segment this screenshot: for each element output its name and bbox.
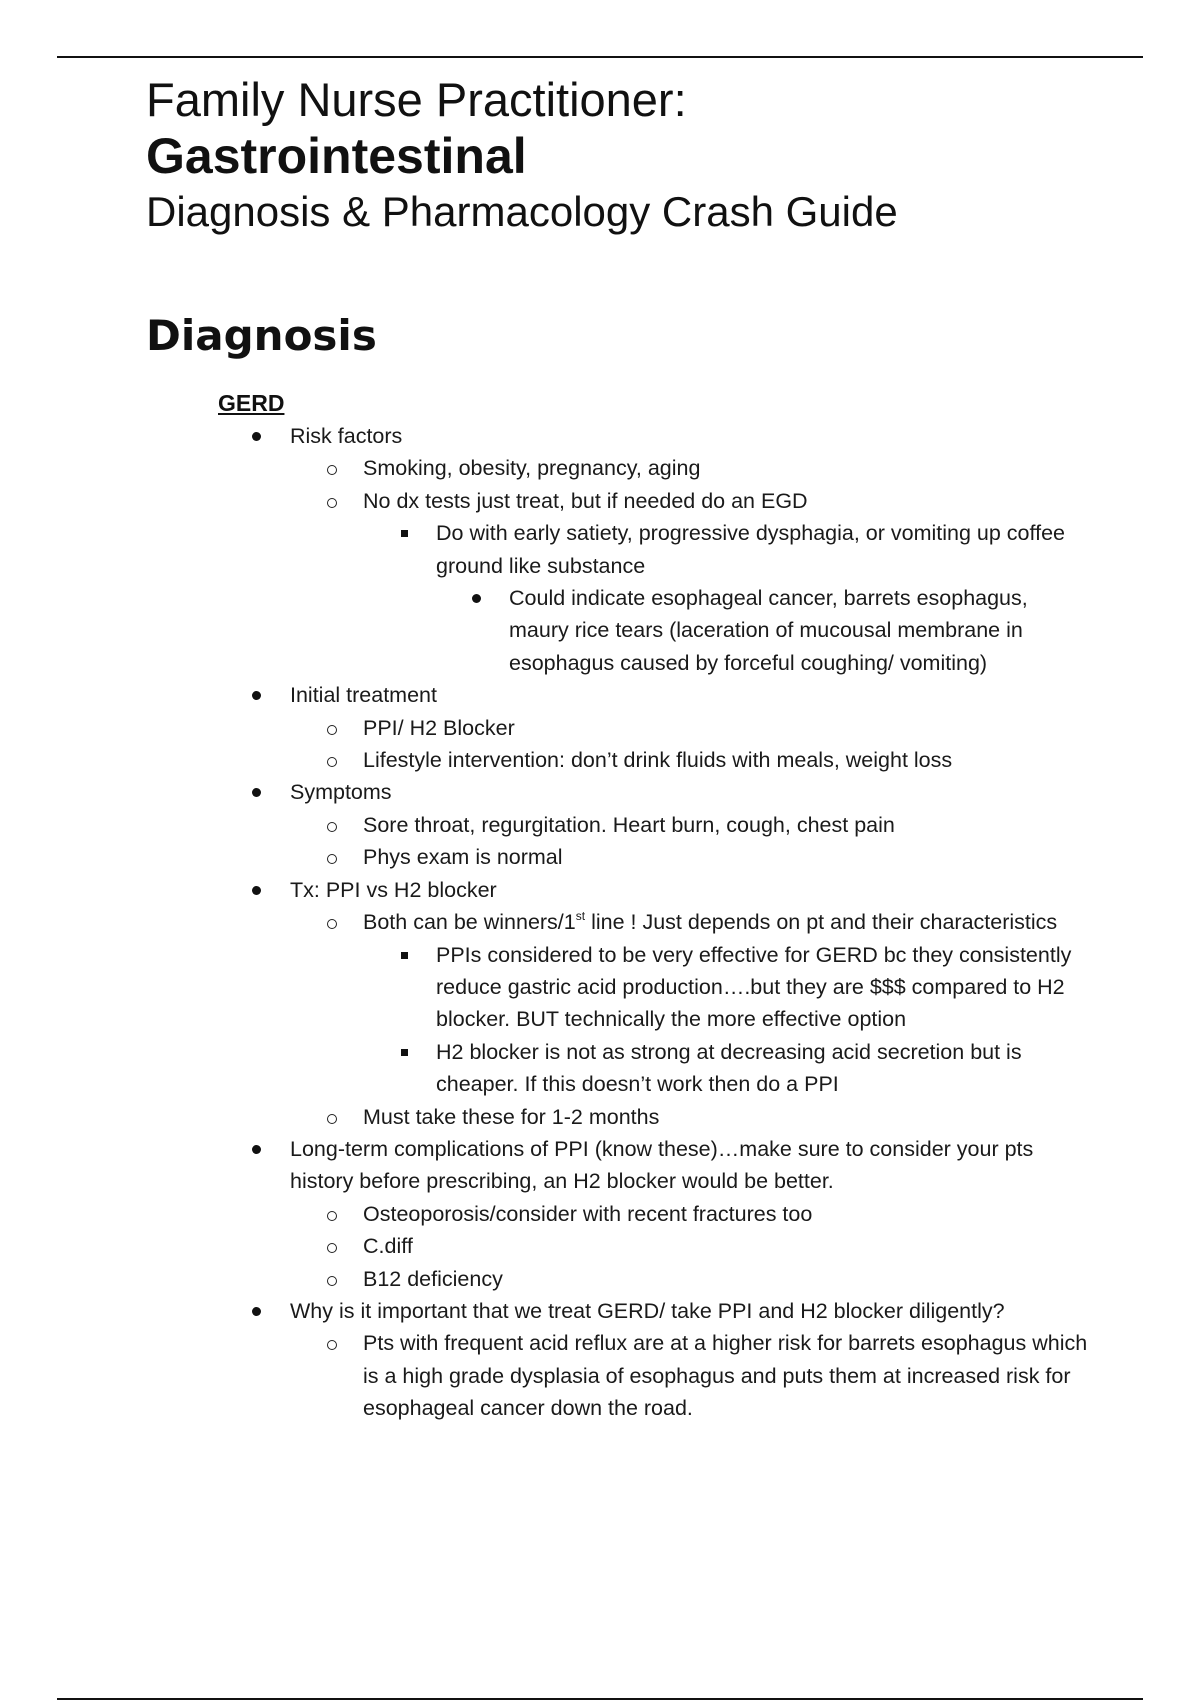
outline-item-level-1 — [0, 874, 1200, 906]
outline-item-level-2 — [0, 1263, 1200, 1295]
outline-item-text: Both can be winners/1st line ! Just depends on pt and their characteristics — [363, 909, 1058, 935]
outline-item-level-4 — [0, 582, 1200, 679]
outline-item-level-1 — [0, 1133, 1200, 1198]
outline-item-text: Why is it important that we treat GERD/ take PPI and H2 blocker diligently? — [290, 1298, 1005, 1323]
outline-item-text: Must take these for 1-2 months — [363, 1104, 660, 1129]
title-line-3: Diagnosis & Pharmacology Crash Guide — [146, 188, 898, 235]
outline-item-text: Pts with frequent acid reflux are at a higher risk for barrets esophagus which is a high grade dysplasia of esophagus and puts them at increased risk for esophageal cancer down the road. — [363, 1331, 1088, 1421]
outline-item-text: Symptoms — [290, 780, 392, 805]
outline-item-text: Sore throat, regurgitation. Heart burn, cough, chest pain — [363, 812, 895, 837]
title-line-2: Gastrointestinal — [146, 128, 527, 184]
section-heading-diagnosis: Diagnosis — [146, 311, 377, 360]
outline-item-level-3 — [0, 517, 1200, 582]
outline-item-level-1 — [0, 679, 1200, 711]
outline-item-level-1 — [0, 1295, 1200, 1327]
outline-item-text: C.diff — [363, 1234, 413, 1259]
outline-item-level-2 — [0, 452, 1200, 484]
outline-item-text: Phys exam is normal — [363, 845, 563, 870]
outline-item-text: Lifestyle intervention: don’t drink fluids with meals, weight loss — [363, 748, 953, 773]
outline-item-text: Risk factors — [290, 424, 403, 448]
outline-item-text: PPI/ H2 Blocker — [363, 715, 515, 740]
title-line-1: Family Nurse Practitioner: — [146, 73, 687, 126]
outline-item-level-3 — [0, 939, 1200, 1036]
outline-item-text: Osteoporosis/consider with recent fractures too — [363, 1201, 813, 1226]
outline-item-level-2 — [0, 809, 1200, 841]
outline-item-text: No dx tests just treat, but if needed do an EGD — [363, 488, 808, 513]
outline-item-text: Long-term complications of PPI (know these)…make sure to consider your pts history before prescribing, an H2 blocker would be better. — [290, 1136, 1034, 1194]
topic-heading-gerd: GERD — [218, 390, 285, 416]
outline-item-text: H2 blocker is not as strong at decreasing acid secretion but is cheaper. If this doesn’t work then do a PPI — [436, 1039, 1022, 1097]
outline-item-level-1 — [0, 420, 1200, 452]
outline-item-text: Smoking, obesity, pregnancy, aging — [363, 456, 701, 481]
outline-item-level-2 — [0, 744, 1200, 776]
outline-item-level-1 — [0, 776, 1200, 808]
outline-item-level-2 — [0, 485, 1200, 517]
outline-item-text: PPIs considered to be very effective for GERD bc they consistently reduce gastric acid production….but they are $$$ compared to H2 blocker. BUT technically the more effective option — [436, 942, 1072, 1032]
outline-item-text: Initial treatment — [290, 683, 437, 708]
outline-item-text: B12 deficiency — [363, 1266, 503, 1291]
outline-item-level-2 — [0, 1198, 1200, 1230]
outline-item-text: Tx: PPI vs H2 blocker — [290, 877, 497, 902]
outline-item-level-2 — [0, 1101, 1200, 1133]
outline-item-level-2 — [0, 1230, 1200, 1262]
outline-item-level-2 — [0, 841, 1200, 873]
outline-item-level-3 — [0, 1036, 1200, 1101]
outline-item-level-2 — [0, 712, 1200, 744]
document-title — [146, 72, 1146, 240]
outline-item-text: Do with early satiety, progressive dysphagia, or vomiting up coffee ground like substance — [436, 521, 1065, 578]
top-rule — [57, 56, 1143, 58]
outline-item-level-2 — [0, 906, 1200, 938]
outline-item-level-2 — [0, 1327, 1200, 1424]
outline-item-text: Could indicate esophageal cancer, barrets esophagus, maury rice tears (laceration of mucousal membrane in esophagus caused by forceful coughing/ vomiting) — [509, 586, 1028, 675]
outline-list — [0, 420, 1200, 1425]
